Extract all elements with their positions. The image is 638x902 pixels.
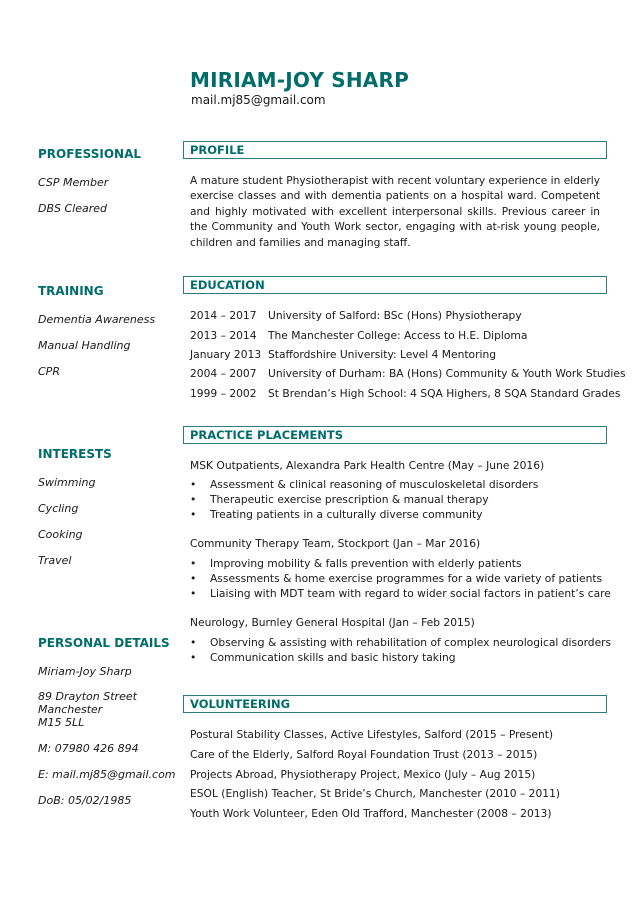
address-line: 89 Drayton Street	[38, 690, 137, 703]
profile-text: A mature student Physiotherapist with recent voluntary experience in elderly exercise classes and with dementia patients on a hospital ward. Competent and highly motivated with excellent interpersonal skills. Previous career in the Community and Youth Work sector, engaging with at-risk young people, children and families and managing staff.	[190, 175, 600, 249]
placement-bullet	[190, 636, 611, 649]
bullet-text: Assessments & home exercise programmes for a wide variety of patients	[210, 572, 603, 585]
personal-name: Miriam-Joy Sharp	[38, 665, 132, 678]
placement-bullet	[190, 508, 482, 521]
education-row	[190, 329, 527, 342]
placement-bullet	[190, 557, 522, 570]
bullet-text: Improving mobility & falls prevention with elderly patients	[210, 557, 522, 570]
placements-section-header	[183, 426, 607, 444]
profile-heading: PROFILE	[190, 143, 245, 157]
volunteering-heading: VOLUNTEERING	[190, 697, 291, 711]
bullet-text: Observing & assisting with rehabilitation of complex neurological disorders	[210, 636, 612, 649]
training-heading: TRAINING	[38, 284, 104, 298]
volunteering-item: Youth Work Volunteer, Eden Old Trafford, Manchester (2008 – 2013)	[190, 807, 552, 820]
bullet-dot-icon: •	[190, 493, 197, 506]
bullet-text: Liaising with MDT team with regard to wider social factors in patient’s care	[210, 587, 611, 600]
bullet-text: Communication skills and basic history taking	[210, 651, 456, 664]
education-row	[190, 367, 626, 380]
candidate-name: MIRIAM-JOY SHARP	[190, 68, 409, 92]
bullet-dot-icon: •	[190, 557, 197, 570]
education-years: 2013 – 2014	[190, 329, 257, 342]
bullet-dot-icon: •	[190, 508, 197, 521]
education-section-header	[183, 276, 607, 294]
education-years: 1999 – 2002	[190, 387, 257, 400]
address-line: Manchester	[38, 703, 103, 716]
training-item: Manual Handling	[38, 339, 131, 352]
training-item: Dementia Awareness	[38, 313, 156, 326]
interests-item: Travel	[38, 554, 72, 567]
education-years: January 2013	[190, 348, 262, 361]
bullet-dot-icon: •	[190, 478, 197, 491]
personal-mobile: M: 07980 426 894	[38, 742, 139, 755]
interests-heading: INTERESTS	[38, 447, 112, 461]
placement-bullet	[190, 493, 489, 506]
placement-bullet	[190, 651, 456, 664]
placement-title: Community Therapy Team, Stockport (Jan – Mar 2016)	[190, 537, 481, 550]
volunteering-item: Projects Abroad, Physiotherapy Project, Mexico (July – Aug 2015)	[190, 768, 536, 781]
professional-item: DBS Cleared	[38, 202, 108, 215]
interests-item: Swimming	[38, 476, 96, 489]
education-row	[190, 348, 496, 361]
education-row	[190, 387, 620, 400]
volunteering-item: Care of the Elderly, Salford Royal Foundation Trust (2013 – 2015)	[190, 748, 538, 761]
education-detail: The Manchester College: Access to H.E. Diploma	[268, 329, 528, 342]
header-email: mail.mj85@gmail.com	[191, 93, 326, 107]
interests-item: Cycling	[38, 502, 79, 515]
bullet-dot-icon: •	[190, 651, 197, 664]
bullet-dot-icon: •	[190, 636, 197, 649]
education-row	[190, 309, 522, 322]
professional-item: CSP Member	[38, 176, 109, 189]
profile-section-header	[183, 141, 607, 159]
interests-item: Cooking	[38, 528, 83, 541]
bullet-text: Therapeutic exercise prescription & manual therapy	[210, 493, 489, 506]
education-years: 2004 – 2007	[190, 367, 257, 380]
education-years: 2014 – 2017	[190, 309, 257, 322]
education-detail: St Brendan’s High School: 4 SQA Highers, 8 SQA Standard Grades	[268, 387, 621, 400]
training-item: CPR	[38, 365, 60, 378]
education-detail: University of Durham: BA (Hons) Community & Youth Work Studies	[268, 367, 626, 380]
education-detail: Staffordshire University: Level 4 Mentoring	[268, 348, 497, 361]
bullet-text: Treating patients in a culturally diverse community	[210, 508, 483, 521]
volunteering-item: Postural Stability Classes, Active Lifestyles, Salford (2015 – Present)	[190, 728, 554, 741]
placement-title: Neurology, Burnley General Hospital (Jan – Feb 2015)	[190, 616, 475, 629]
address-line: M15 5LL	[38, 716, 85, 729]
placement-bullet	[190, 572, 602, 585]
education-detail: University of Salford: BSc (Hons) Physiotherapy	[268, 309, 522, 322]
volunteering-section-header	[183, 695, 607, 713]
placement-bullet	[190, 587, 611, 600]
placement-title: MSK Outpatients, Alexandra Park Health Centre (May – June 2016)	[190, 459, 545, 472]
volunteering-item: ESOL (English) Teacher, St Bride’s Church, Manchester (2010 – 2011)	[190, 787, 561, 800]
bullet-dot-icon: •	[190, 572, 197, 585]
personal-dob: DoB: 05/02/1985	[38, 794, 132, 807]
bullet-text: Assessment & clinical reasoning of musculoskeletal disorders	[210, 478, 539, 491]
placements-heading: PRACTICE PLACEMENTS	[190, 428, 344, 442]
professional-heading: PROFESSIONAL	[38, 147, 142, 161]
personal-details-heading: PERSONAL DETAILS	[38, 636, 170, 650]
education-heading: EDUCATION	[190, 278, 265, 292]
personal-email: E: mail.mj85@gmail.com	[38, 768, 176, 781]
placement-bullet	[190, 478, 538, 491]
bullet-dot-icon: •	[190, 587, 197, 600]
